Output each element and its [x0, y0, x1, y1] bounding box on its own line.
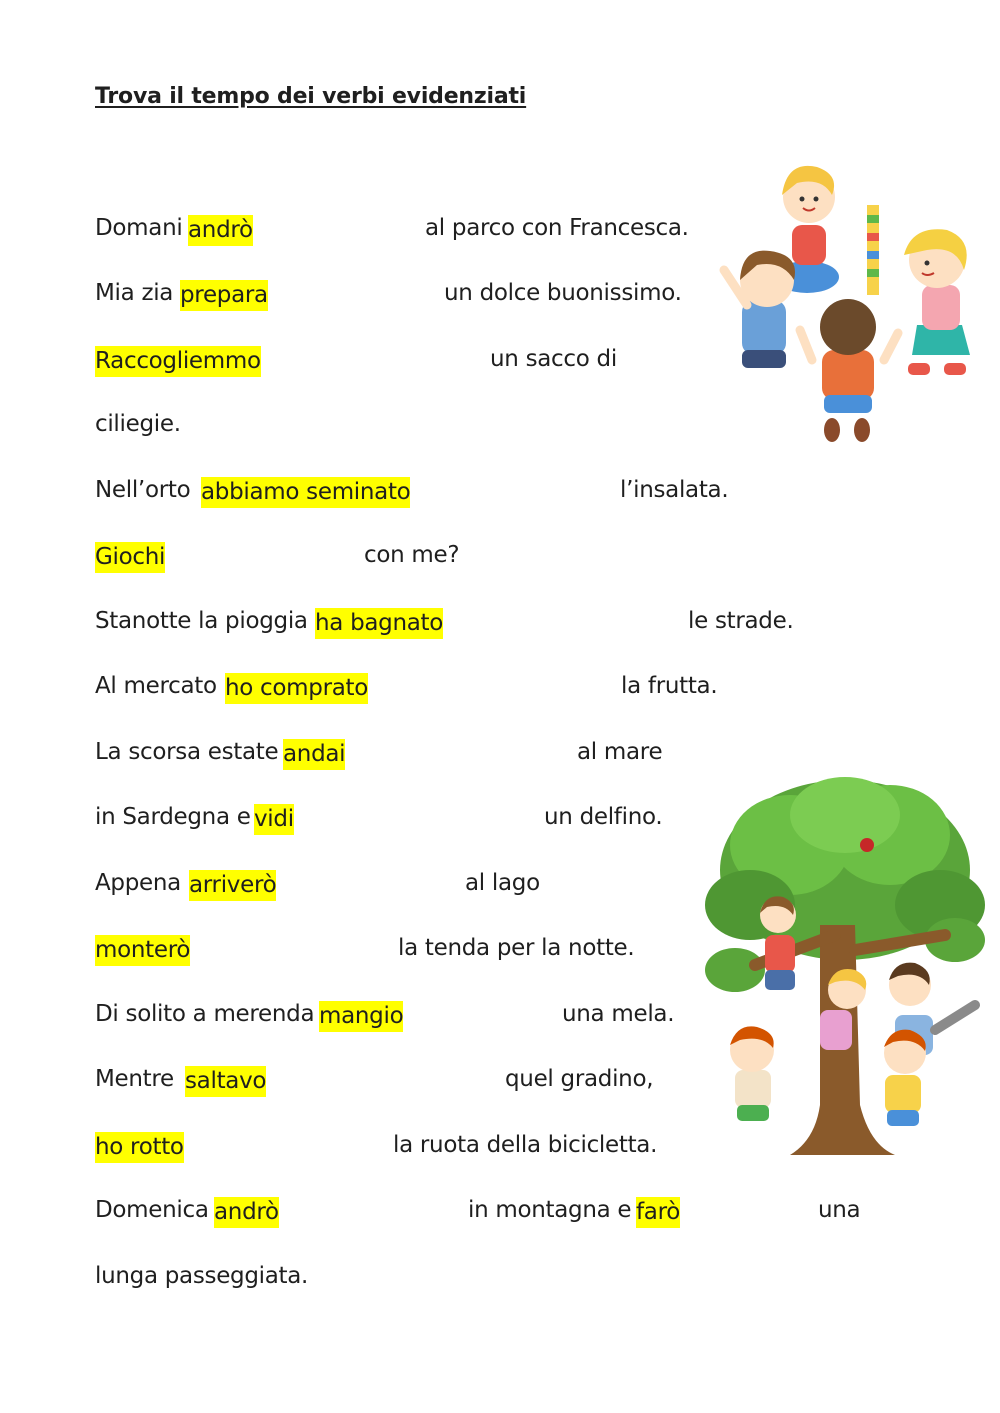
sentence-text: Mia zia	[95, 280, 174, 306]
sentence-text: ciliegie.	[95, 411, 181, 437]
sentence-text: un sacco di	[490, 346, 617, 372]
sentence-text: una	[818, 1197, 861, 1223]
sentence-text: un delfino.	[544, 804, 663, 830]
sentence-text: al lago	[465, 870, 540, 896]
sentence-text: Stanotte la pioggia	[95, 608, 308, 634]
sentence-text: con me?	[364, 542, 460, 568]
sentence-text: lunga passeggiata.	[95, 1263, 309, 1289]
highlighted-verb: andrò	[214, 1197, 279, 1228]
sentence-text: la ruota della bicicletta.	[393, 1132, 658, 1158]
sentence-text: la tenda per la notte.	[398, 935, 635, 961]
sentence-text: quel gradino,	[505, 1066, 654, 1092]
highlighted-verb: saltavo	[185, 1066, 266, 1097]
highlighted-verb: vidi	[254, 804, 294, 835]
sentence-text: La scorsa estate	[95, 739, 279, 765]
highlighted-verb: arriverò	[189, 870, 276, 901]
highlighted-verb: ho comprato	[225, 673, 368, 704]
sentence-text: Domenica	[95, 1197, 209, 1223]
tree-children-illustration	[695, 775, 995, 1170]
highlighted-verb: prepara	[180, 280, 268, 311]
sentence-text: l’insalata.	[620, 477, 729, 503]
sentence-text: Mentre	[95, 1066, 174, 1092]
sentence-text: al parco con Francesca.	[425, 215, 689, 241]
boy-back-figure	[800, 299, 898, 442]
sentence-text: Di solito a merenda	[95, 1001, 315, 1027]
sentence-text: un dolce buonissimo.	[444, 280, 682, 306]
sentence-text: le strade.	[688, 608, 794, 634]
sentence-text: in Sardegna e	[95, 804, 251, 830]
block-tower-icon	[867, 205, 879, 295]
boy-red-hair-figure	[730, 1026, 774, 1121]
highlighted-verb: andrò	[188, 215, 253, 246]
climbing-boy-figure	[760, 896, 796, 990]
highlighted-verb: ha bagnato	[315, 608, 443, 639]
sentence-text: in montagna e	[468, 1197, 632, 1223]
sentence-text: Appena	[95, 870, 181, 896]
blonde-girl-figure	[904, 229, 970, 375]
sentence-text: la frutta.	[621, 673, 718, 699]
sentence-text: una mela.	[562, 1001, 675, 1027]
boy-figure	[724, 251, 795, 368]
highlighted-verb: Raccogliemmo	[95, 346, 261, 377]
highlighted-verb: mangio	[319, 1001, 403, 1032]
boy-yellow-shirt-figure	[884, 1030, 926, 1126]
sentence-text: Domani	[95, 215, 183, 241]
highlighted-verb: Giochi	[95, 542, 165, 573]
highlighted-verb: ho rotto	[95, 1132, 184, 1163]
highlighted-verb: farò	[636, 1197, 680, 1228]
sentence-text: Nell’orto	[95, 477, 191, 503]
kids-playing-illustration	[712, 155, 982, 445]
page-title: Trova il tempo dei verbi evidenziati	[95, 84, 527, 109]
highlighted-verb: andai	[283, 739, 345, 770]
highlighted-verb: abbiamo seminato	[201, 477, 410, 508]
highlighted-verb: monterò	[95, 935, 190, 966]
sentence-text: al mare	[577, 739, 663, 765]
sentence-text: Al mercato	[95, 673, 217, 699]
